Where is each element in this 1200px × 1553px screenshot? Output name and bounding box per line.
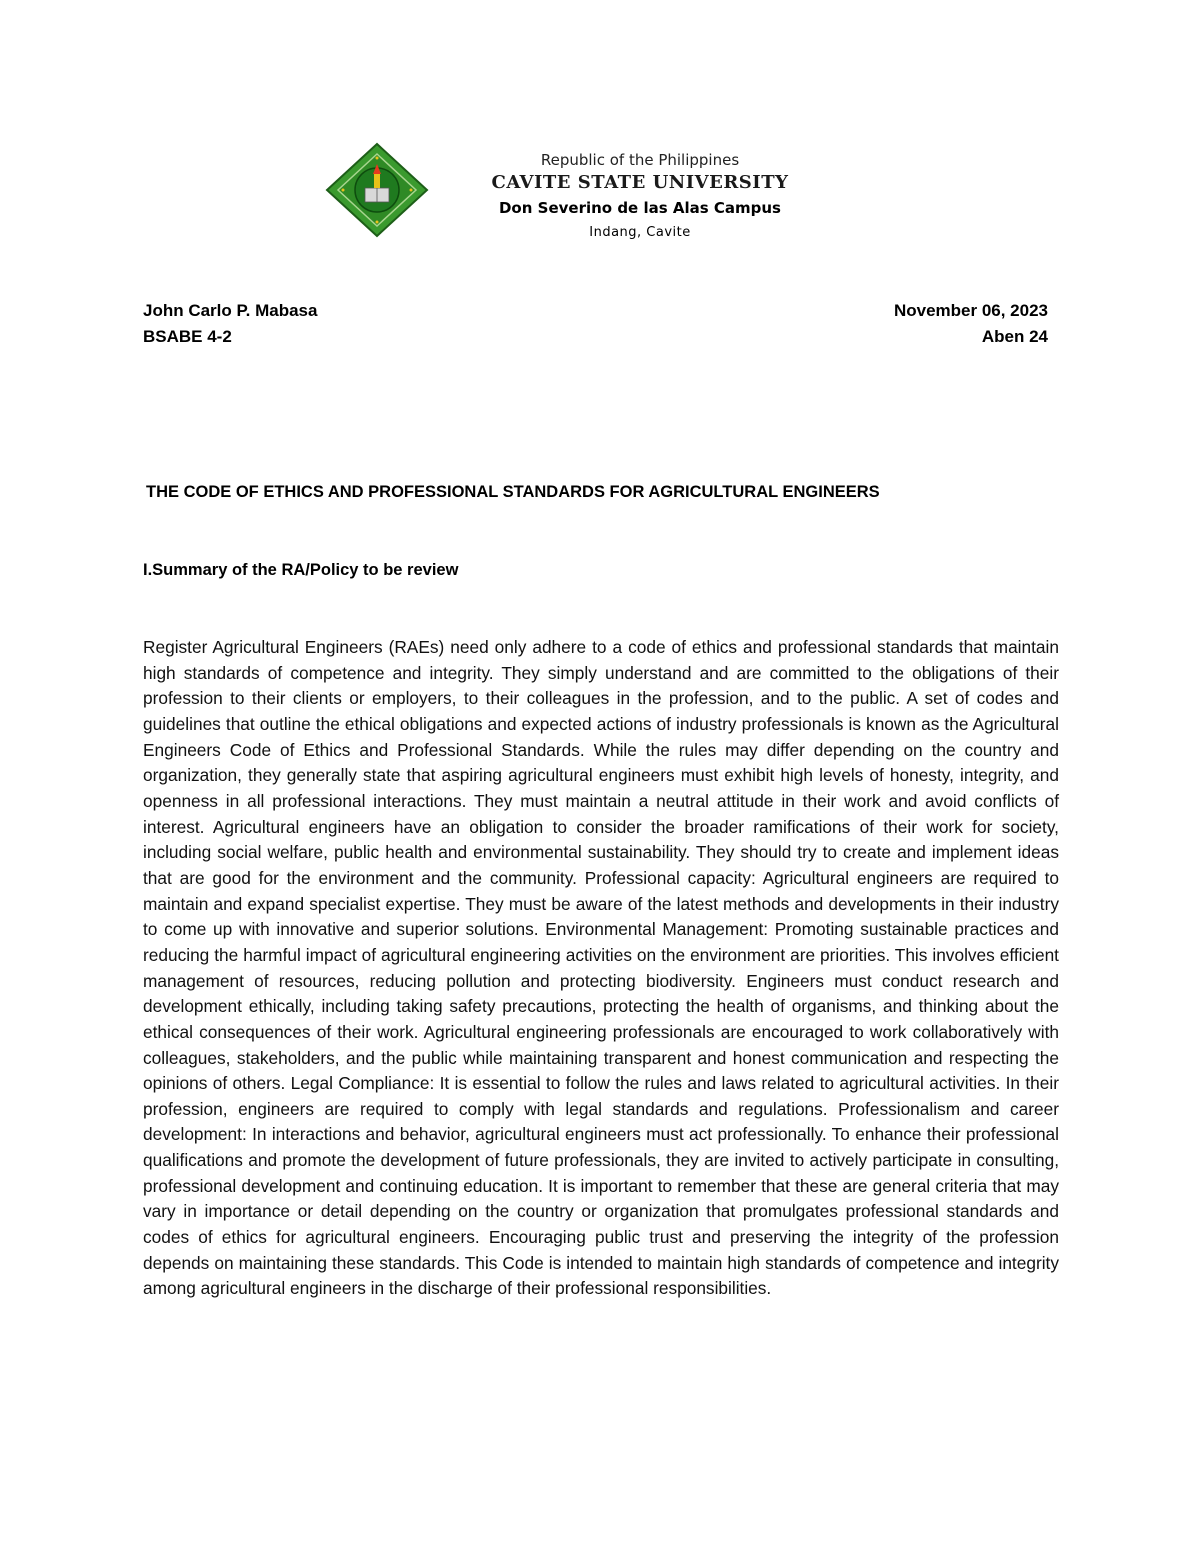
submission-info xyxy=(894,298,1048,350)
body-paragraph: Register Agricultural Engineers (RAEs) need only adhere to a code of ethics and professional standards that maintain high standards of competence and integrity. They simply understand and are committed to the obligations of their profession to their clients or employers, to their colleagues in the profession, and to the public. A set of codes and guidelines that outline the ethical obligations and expected actions of industry professionals is known as the Agricultural Engineers Code of Ethics and Professional Standards. While the rules may differ depending on the country and organization, they generally state that aspiring agricultural engineers must exhibit high levels of honesty, integrity, and openness in all professional interactions. They must maintain a neutral attitude in their work and avoid conflicts of interest. Agricultural engineers have an obligation to consider the broader ramifications of their work for society, including social welfare, public health and environmental sustainability. They should try to create and implement ideas that are good for the environment and the community. Professional capacity: Agricultural engineers are required to maintain and expand specialist expertise. They must be aware of the latest methods and developments in their industry to come up with innovative and superior solutions. Environmental Management: Promoting sustainable practices and reducing the harmful impact of agricultural engineering activities on the environment are priorities. This involves efficient management of resources, reducing pollution and protecting biodiversity. Engineers must conduct research and development ethically, including taking safety precautions, protecting the health of organisms, and thinking about the ethical consequences of their work. Agricultural engineering professionals are encouraged to work collaboratively with colleagues, stakeholders, and the public while maintaining transparent and honest communication and respecting the opinions of others. Legal Compliance: It is essential to follow the rules and laws related to agricultural activities. In their profession, engineers are required to comply with legal standards and regulations. Professionalism and career development: In interactions and behavior, agricultural engineers must act professionally. To enhance their professional qualifications and promote the development of future professionals, they are invited to actively participate in consulting, professional development and continuing education. It is important to remember that these are general criteria that may vary in importance or detail depending on the country or organization that promulgates professional standards and codes of ethics for agricultural engineers. Encouraging public trust and preserving the integrity of the profession depends on maintaining these standards. This Code is intended to maintain high standards of competence and integrity among agricultural engineers in the discharge of their professional responsibilities. xyxy=(143,637,1059,1299)
university-name: CAVITE STATE UNIVERSITY xyxy=(491,172,789,193)
student-info xyxy=(143,298,317,350)
submission-date: November 06, 2023 xyxy=(893,301,1048,320)
campus-location: Indang, Cavite xyxy=(589,225,691,240)
student-name: John Carlo P. Mabasa xyxy=(143,301,318,320)
university-seal-icon xyxy=(325,142,429,238)
section-heading: I.Summary of the RA/Policy to be review xyxy=(143,561,459,579)
letterhead xyxy=(440,150,840,246)
course-code: Aben 24 xyxy=(981,327,1048,346)
country-line: Republic of the Philippines xyxy=(540,151,740,169)
document-title: THE CODE OF ETHICS AND PROFESSIONAL STANDARDS FOR AGRICULTURAL ENGINEERS xyxy=(146,483,880,501)
student-section: BSABE 4-2 xyxy=(143,327,232,346)
campus-name: Don Severino de las Alas Campus xyxy=(498,199,781,217)
